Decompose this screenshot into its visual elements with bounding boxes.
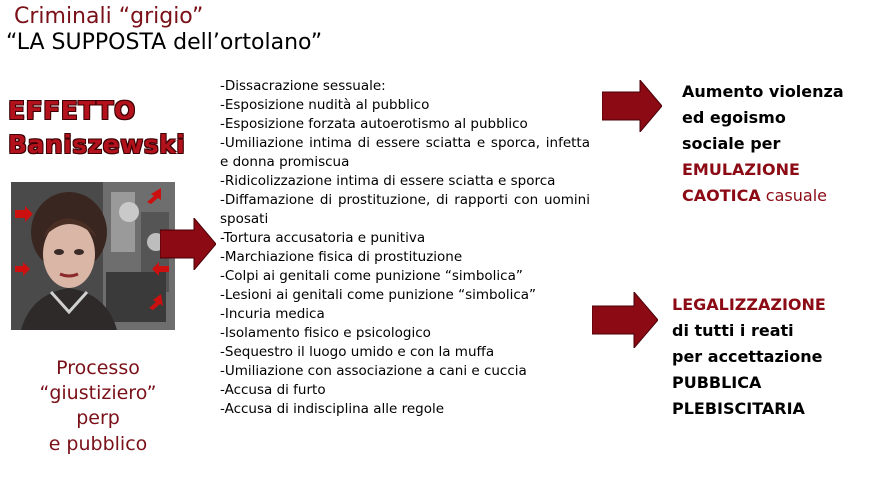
process-line2: “giustiziero” [39, 382, 157, 404]
effect-label-line1: EFFETTO [8, 96, 136, 125]
slide-title: Criminali “grigio” [14, 4, 204, 29]
process-line4: e pubblico [48, 433, 148, 455]
list-item: -Diffamazione di prostituzione, di rapporti con uomini sposati [220, 192, 590, 227]
list-item: -Umiliazione con associazione a cani e cuccia [220, 363, 527, 379]
list-item: -Esposizione forzata autoerotismo al pubblico [220, 116, 528, 132]
list-item: -Ridicolizzazione intima di essere sciatta e sporca [220, 173, 556, 189]
list-item: -Accusa di furto [220, 382, 326, 398]
list-item: -Incuria medica [220, 306, 325, 322]
result-line: Aumento violenza [682, 82, 844, 101]
result-line-last [682, 183, 844, 209]
list-item: -Lesioni ai genitali come punizione “simbolica” [220, 287, 537, 303]
result-violence [682, 79, 844, 209]
arrow-right-icon [602, 80, 662, 132]
list-item: -Accusa di indisciplina alle regole [220, 401, 445, 417]
result-highlight: CAOTICA [682, 186, 761, 205]
list-item: -Tortura accusatoria e punitiva [220, 230, 426, 246]
list-item: -Esposizione nudità al pubblico [220, 97, 430, 113]
effect-label-line2: Baniszewski [8, 130, 186, 159]
result-line: PUBBLICA [672, 373, 762, 392]
portrait-photo [11, 182, 175, 330]
result-line: di tutti i reati [672, 321, 794, 340]
list-item: -Colpi ai genitali come punizione “simbolica” [220, 268, 523, 284]
list-item: -Sequestro il luogo umido e con la muffa [220, 344, 495, 360]
process-line3: perp [76, 407, 120, 429]
slide-subtitle: “LA SUPPOSTA dell’ortolano” [6, 30, 323, 55]
list-item: -Marchiazione fisica di prostituzione [220, 249, 463, 265]
result-suffix: casuale [760, 186, 827, 205]
result-highlight: EMULAZIONE [682, 160, 800, 179]
result-line: per accettazione [672, 347, 823, 366]
list-item: -Isolamento fisico e psicologico [220, 325, 431, 341]
list-item: -Umiliazione intima di essere sciatta e sporca, infetta e donna promiscua [220, 135, 590, 170]
result-line: PLEBISCITARIA [672, 399, 805, 418]
list-item: -Dissacrazione sessuale: [220, 78, 386, 94]
process-line1: Processo [56, 357, 140, 379]
result-line: ed egoismo [682, 108, 786, 127]
arrow-right-icon [592, 292, 658, 348]
result-legalization [672, 292, 826, 422]
result-highlight: LEGALIZZAZIONE [672, 295, 826, 314]
arrow-right-icon [160, 218, 216, 270]
portrait-illustration [11, 182, 175, 330]
abuse-list [220, 77, 590, 419]
result-line: sociale per [682, 134, 781, 153]
